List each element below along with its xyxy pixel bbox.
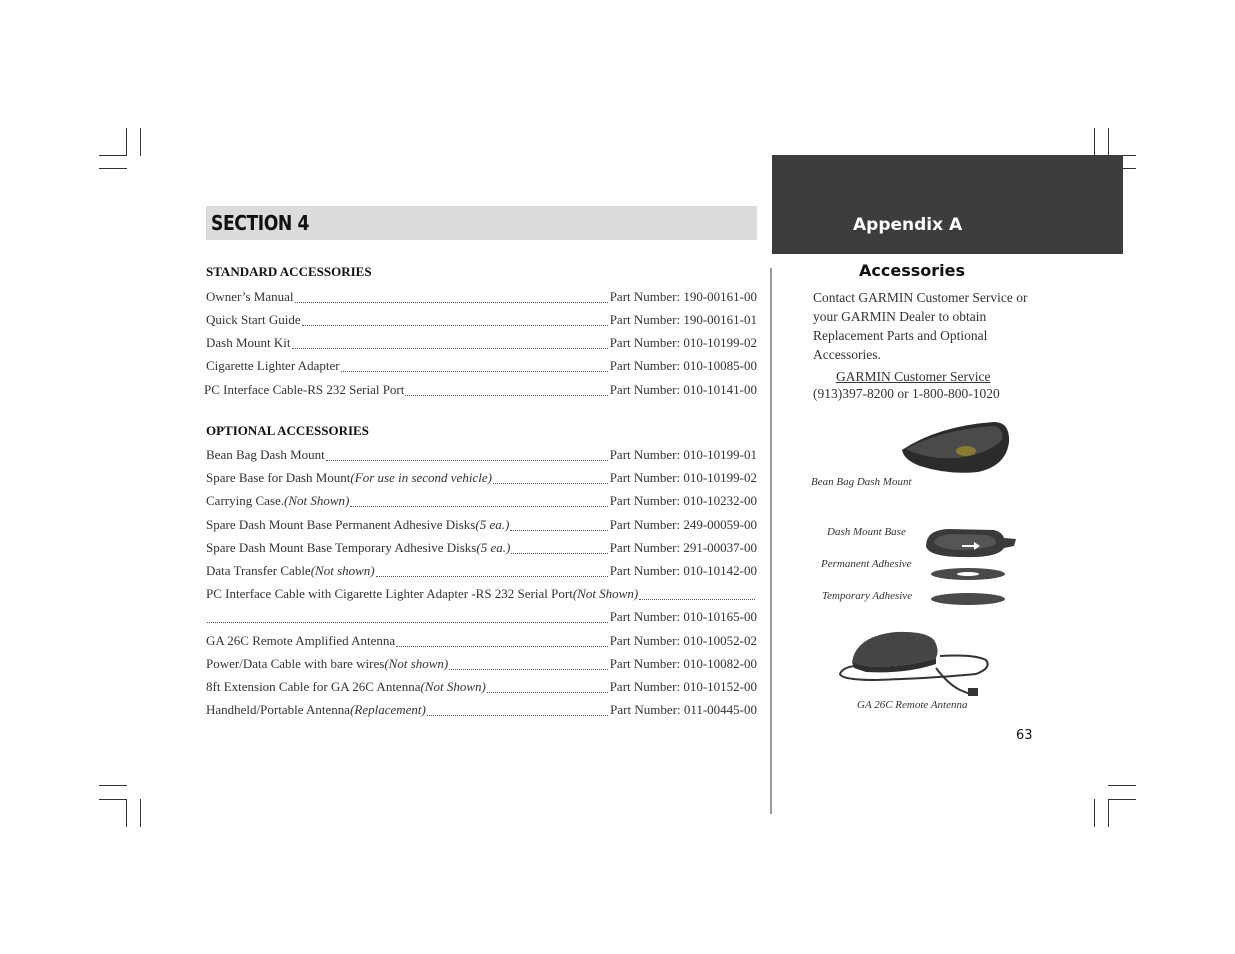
part-number: Part Number: 010-10199-02 — [609, 470, 757, 485]
part-number: Part Number: 010-10199-01 — [609, 447, 757, 462]
list-item — [206, 445, 757, 463]
item-name: Spare Dash Mount Base Temporary Adhesive Disks — [206, 540, 477, 555]
standard-accessories-heading: STANDARD ACCESSORIES — [206, 264, 372, 279]
optional-accessories-heading: OPTIONAL ACCESSORIES — [206, 423, 369, 438]
dot-leader — [510, 516, 607, 531]
crop-mark — [1108, 799, 1136, 800]
dot-leader — [341, 357, 608, 372]
caption-temporary-adhesive: Temporary Adhesive — [822, 590, 913, 602]
dot-leader — [639, 585, 755, 600]
dot-leader — [292, 334, 608, 349]
item-name: Spare Dash Mount Base Permanent Adhesive Disks — [206, 517, 476, 532]
crop-mark — [99, 799, 127, 800]
dot-leader — [487, 678, 608, 693]
page-number: 63 — [1016, 728, 1033, 743]
list-item — [206, 356, 757, 374]
part-number: Part Number: 010-10141-00 — [609, 382, 757, 397]
item-name: Handheld/Portable Antenna — [206, 702, 351, 717]
dot-leader — [302, 311, 608, 326]
caption-remote-antenna: GA 26C Remote Antenna — [857, 699, 968, 711]
item-note: (For use in second vehicle) — [350, 470, 492, 485]
item-note: (Not Shown) — [572, 586, 639, 601]
list-item — [206, 333, 757, 351]
list-item — [206, 287, 757, 305]
dot-leader — [449, 655, 607, 670]
crop-mark — [99, 168, 127, 169]
item-name: Owner’s Manual — [206, 289, 294, 304]
item-name: Data Transfer Cable — [206, 563, 311, 578]
list-item — [206, 515, 757, 533]
section-header — [206, 206, 757, 240]
caption-permanent-adhesive: Permanent Adhesive — [821, 558, 912, 570]
appendix-title: Appendix A — [853, 215, 963, 235]
caption-dash-mount-base: Dash Mount Base — [827, 526, 906, 538]
list-item — [206, 561, 757, 579]
part-number: Part Number: 010-10165-00 — [609, 609, 757, 624]
list-item — [206, 654, 757, 672]
crop-mark — [126, 799, 127, 827]
accessories-title: Accessories — [859, 261, 965, 280]
part-number: Part Number: 010-10142-00 — [609, 563, 757, 578]
dot-leader — [493, 469, 608, 484]
crop-mark — [1094, 799, 1095, 827]
crop-mark — [140, 128, 141, 156]
crop-mark — [1108, 128, 1109, 156]
item-name: Bean Bag Dash Mount — [206, 447, 325, 462]
dot-leader — [207, 608, 608, 623]
caption-bean-bag: Bean Bag Dash Mount — [811, 476, 912, 488]
list-item — [206, 584, 757, 602]
part-number: Part Number: 291-00037-00 — [609, 540, 757, 555]
part-number: Part Number: 249-00059-00 — [609, 517, 757, 532]
list-item — [206, 491, 757, 509]
permanent-adhesive-illustration — [929, 566, 1007, 582]
part-number: Part Number: 010-10052-02 — [609, 633, 757, 648]
customer-service-name: GARMIN Customer Service — [836, 369, 991, 384]
dot-leader — [350, 492, 607, 507]
dot-leader — [511, 539, 607, 554]
item-name: Carrying Case. — [206, 493, 284, 508]
list-item — [206, 677, 757, 695]
list-item — [206, 700, 757, 718]
customer-service-phone: (913)397-8200 or 1-800-800-1020 — [813, 386, 1000, 401]
list-item — [206, 631, 757, 649]
part-number: Part Number: 190-00161-00 — [609, 289, 757, 304]
item-note: (Replacement) — [350, 702, 426, 717]
item-name: Power/Data Cable with bare wires — [206, 656, 385, 671]
item-note: (Not shown) — [310, 563, 375, 578]
part-number: Part Number: 010-10232-00 — [609, 493, 757, 508]
list-item — [206, 538, 757, 556]
item-name: GA 26C Remote Amplified Antenna — [206, 633, 396, 648]
crop-mark — [1108, 799, 1109, 827]
bean-bag-mount-illustration — [898, 420, 1012, 476]
item-name: Quick Start Guide — [206, 312, 301, 327]
part-number: Part Number: 010-10082-00 — [609, 656, 757, 671]
item-name: PC Interface Cable with Cigarette Lighter Adapter -RS 232 Serial Port — [206, 586, 573, 601]
crop-mark — [1108, 785, 1136, 786]
list-item — [206, 310, 757, 328]
item-note: (5 ea.) — [475, 517, 510, 532]
remote-antenna-illustration — [836, 628, 996, 700]
crop-mark — [1094, 128, 1095, 156]
temporary-adhesive-illustration — [929, 591, 1007, 607]
dot-leader — [396, 632, 607, 647]
dot-leader — [376, 562, 608, 577]
part-number: Part Number: 190-00161-01 — [609, 312, 757, 327]
crop-mark — [126, 128, 127, 156]
dot-leader — [427, 701, 608, 716]
item-note: (Not Shown) — [420, 679, 486, 694]
dot-leader — [295, 288, 608, 303]
part-number: Part Number: 010-10085-00 — [609, 358, 757, 373]
dot-leader — [326, 446, 608, 461]
item-name: Cigarette Lighter Adapter — [206, 358, 340, 373]
item-note: (5 ea.) — [476, 540, 511, 555]
item-note: (Not Shown) — [283, 493, 350, 508]
dot-leader — [405, 381, 607, 396]
part-number: Part Number: 010-10199-02 — [609, 335, 757, 350]
crop-mark — [99, 785, 127, 786]
dash-mount-base-illustration — [924, 526, 1018, 560]
crop-mark — [99, 155, 127, 156]
list-item — [206, 607, 757, 625]
accessories-intro: Contact GARMIN Customer Service or your GARMIN Dealer to obtain Replacement Parts and Optional Accessories. — [813, 290, 1028, 362]
item-note: (Not shown) — [384, 656, 449, 671]
crop-mark — [140, 799, 141, 827]
list-item — [204, 380, 757, 398]
item-name: Spare Base for Dash Mount — [206, 470, 351, 485]
list-item — [206, 468, 757, 486]
item-name: PC Interface Cable-RS 232 Serial Port — [204, 382, 405, 397]
section-title: SECTION 4 — [211, 211, 309, 235]
appendix-tab — [772, 155, 1123, 254]
part-number: Part Number: 011-00445-00 — [610, 702, 757, 717]
part-number: Part Number: 010-10152-00 — [609, 679, 757, 694]
item-name: Dash Mount Kit — [206, 335, 291, 350]
column-divider — [770, 268, 772, 814]
item-name: 8ft Extension Cable for GA 26C Antenna — [206, 679, 421, 694]
